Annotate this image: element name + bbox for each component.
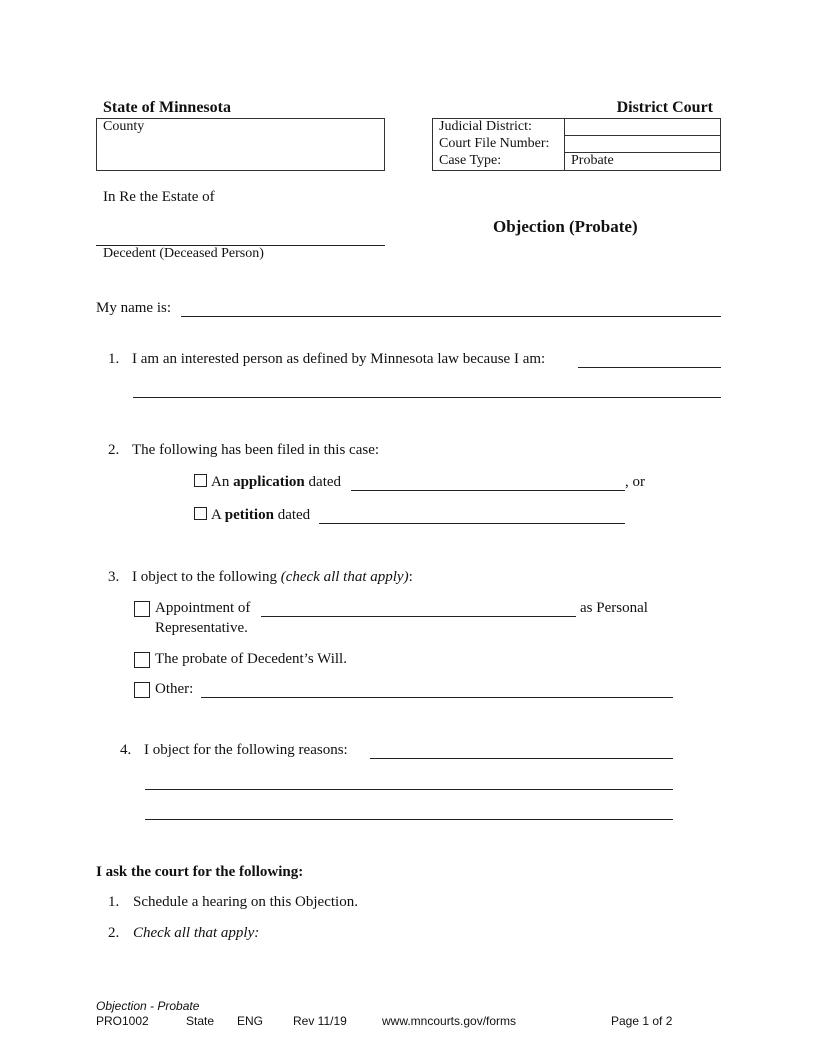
application-checkbox[interactable]	[194, 474, 207, 487]
judicial-district-field[interactable]	[564, 135, 720, 136]
item3-number: 3.	[108, 569, 120, 585]
ask-heading: I ask the court for the following:	[96, 864, 304, 880]
in-re-label: In Re the Estate of	[103, 189, 215, 205]
footer-form-code: PRO1002	[96, 1014, 149, 1028]
case-type-label: Case Type:	[439, 153, 502, 168]
reasons-field-line3[interactable]	[145, 819, 673, 820]
county-label: County	[103, 119, 145, 134]
footer-form-name: Objection - Probate	[96, 999, 200, 1013]
my-name-label: My name is:	[96, 300, 171, 316]
appointment-label: Appointment of	[155, 600, 251, 616]
petition-date-field[interactable]	[319, 523, 625, 524]
judicial-district-label: Judicial District:	[439, 119, 532, 134]
appointment-checkbox[interactable]	[134, 601, 150, 617]
ask-item1-number: 1.	[108, 894, 120, 910]
other-field[interactable]	[201, 697, 673, 698]
petition-checkbox[interactable]	[194, 507, 207, 520]
appointment-label-line2: Representative.	[155, 620, 248, 636]
appointment-name-field[interactable]	[261, 616, 576, 617]
case-type-value: Probate	[571, 153, 614, 168]
application-option[interactable]: An application dated	[194, 474, 341, 491]
appointment-after: as Personal	[580, 600, 648, 616]
item1-reason-field[interactable]	[578, 367, 721, 368]
court-file-number-label: Court File Number:	[439, 136, 550, 151]
application-or: , or	[625, 474, 645, 490]
page-title: Objection (Probate)	[493, 217, 638, 236]
column-divider	[564, 119, 565, 170]
item4-number: 4.	[120, 742, 132, 758]
item1-text: I am an interested person as defined by Minnesota law because I am:	[132, 351, 546, 367]
court-file-number-field[interactable]	[564, 152, 720, 153]
ask-item2-text: Check all that apply:	[133, 925, 260, 941]
ask-item2-number: 2.	[108, 925, 120, 941]
reasons-field-line2[interactable]	[145, 789, 673, 790]
court-name: District Court	[616, 99, 713, 116]
item2-text: The following has been filed in this case:	[132, 442, 380, 458]
probate-will-checkbox[interactable]	[134, 652, 150, 668]
ask-item1-text: Schedule a hearing on this Objection.	[133, 894, 358, 910]
decedent-label: Decedent (Deceased Person)	[103, 246, 264, 261]
other-checkbox[interactable]	[134, 682, 150, 698]
application-date-field[interactable]	[351, 490, 625, 491]
my-name-field[interactable]	[181, 316, 721, 317]
footer-language: ENG	[237, 1014, 264, 1028]
case-info-box	[432, 118, 721, 171]
item1-number: 1.	[108, 351, 120, 367]
item4-text: I object for the following reasons:	[144, 742, 348, 758]
state-name: State of Minnesota	[103, 99, 231, 116]
footer-url[interactable]: www.mncourts.gov/forms	[382, 1014, 517, 1028]
footer-revision: Rev 11/19	[293, 1014, 347, 1028]
item1-reason-field-line2[interactable]	[133, 397, 721, 398]
item2-number: 2.	[108, 442, 120, 458]
county-box[interactable]	[96, 118, 385, 171]
probate-will-label: The probate of Decedent’s Will.	[155, 651, 347, 667]
reasons-field-line1[interactable]	[370, 758, 673, 759]
item3-text: I object to the following (check all that apply):	[132, 569, 413, 585]
footer-state: State	[186, 1014, 215, 1028]
other-label: Other:	[155, 681, 194, 697]
footer-page-number: Page 1 of 2	[611, 1014, 673, 1028]
petition-option[interactable]: A petition dated	[194, 507, 310, 524]
